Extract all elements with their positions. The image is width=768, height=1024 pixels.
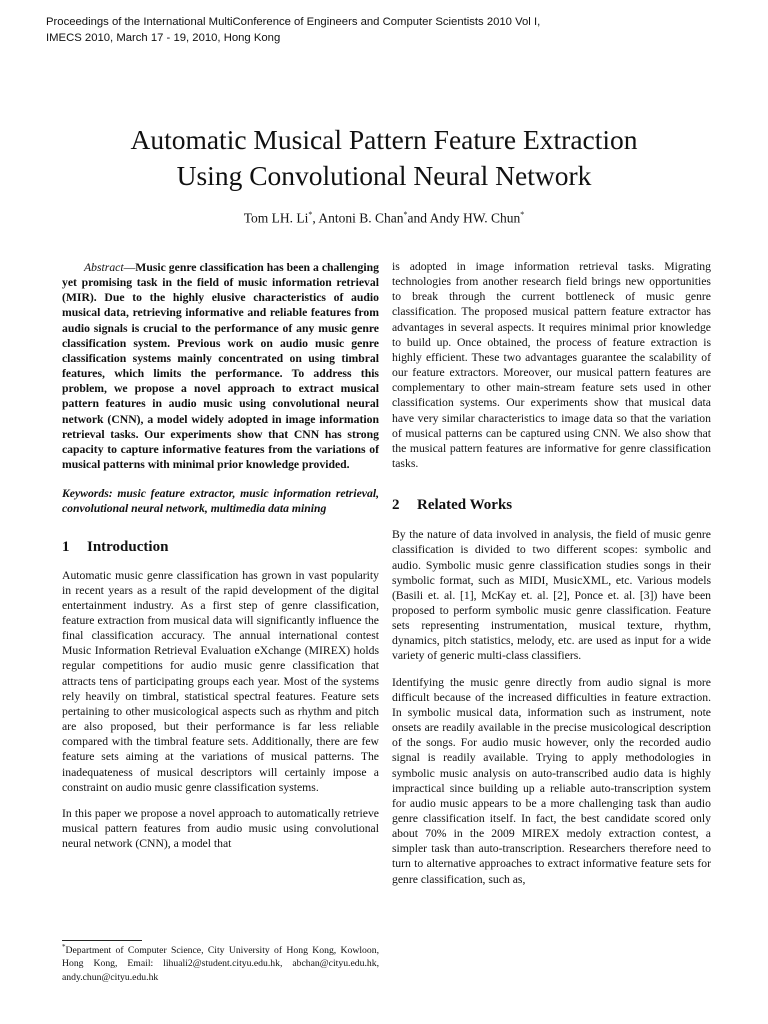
author-1: Tom LH. Li bbox=[243, 210, 309, 226]
title-line-2: Using Convolutional Neural Network bbox=[176, 160, 592, 191]
related-paragraph-1: By the nature of data involved in analysis, the field of music genre classification is divided to two different scopes: symbolic and audio. Symbolic music genre classification studies songs in their symbolic format, such as MIDI, MusicXML, etc. Various models (Basili et. al. [1], McKay et. al. [2], Ponce et. al. [3]) have been proposed to perform symbolic music genre classification. Feature sets representing instrumentation, musical texture, rhythm, dynamics, pitch statistics, melody, etc. are used as input for a wide variety of generic multi-class classifiers. bbox=[392, 528, 711, 663]
keywords: Keywords: music feature extractor, music information retrieval, convolutional neural network, multimedia data mining bbox=[62, 487, 379, 516]
section-2-number: 2 bbox=[392, 497, 400, 514]
author-list: Tom LH. Li*, Antoni B. Chan*and Andy HW. Chun* bbox=[243, 210, 525, 226]
abstract-text: Music genre classification has been a challenging yet promising task in the field of music information retrieval (MIR). Due to the highly elusive characteristics of audio musical data, retrieving informative and reliable features from audio signals is crucial to the performance of any music genre classification system. Previous work on audio music genre classification systems mainly concentrated on using timbral features, which limits the performance. To address this problem, we propose a novel approach to extract musical pattern features in audio music using convolutional neural network (CNN), a model widely adopted in image information retrieval tasks. Our experiments show that CNN has strong capacity to capture informative features from the variations of musical patterns with minimal prior knowledge provided. bbox=[62, 261, 379, 472]
section-1-heading bbox=[62, 537, 379, 557]
title-line-1: Automatic Musical Pattern Feature Extraction bbox=[130, 124, 638, 155]
section-2-heading bbox=[392, 495, 711, 515]
author-2-mark: * bbox=[403, 210, 408, 219]
intro-paragraph-2: In this paper we propose a novel approach to automatically retrieve musical pattern features from audio music using convolutional neural network (CNN), a model that bbox=[62, 806, 379, 851]
footnote-text: Department of Computer Science, City University of Hong Kong, Kowloon, Hong Kong, Email: lihuali2@student.cityu.edu.hk, abchan@cityu.edu.hk, andy.chun@cityu.edu.hk bbox=[62, 945, 379, 983]
page-header bbox=[46, 14, 540, 46]
author-2: Antoni B. Chan bbox=[318, 210, 404, 226]
author-3: and Andy HW. Chun bbox=[407, 210, 521, 226]
paper-title bbox=[0, 122, 768, 194]
section-1-title: Introduction bbox=[87, 538, 169, 555]
abstract-dash: — bbox=[123, 261, 136, 274]
author-3-mark: * bbox=[520, 210, 525, 219]
abstract bbox=[62, 260, 379, 472]
header-line-1: Proceedings of the International MultiConference of Engineers and Computer Scientists 2010 Vol I, bbox=[46, 16, 541, 28]
intro-paragraph-2-continued: is adopted in image information retrieval tasks. Migrating technologies from another research field brings new opportunities to break through the current bottleneck of music genre classification. The proposed musical pattern feature extractor has advantages in several aspects. It requires minimal prior knowledge to build up. Once obtained, the process of feature extraction is highly efficient. These two advantages guarantee the scalability of our feature extractors. Moreover, our musical pattern features are complementary to other main-stream feature sets used in other classification systems. Our experiments show that musical data have very similar characteristics to image data so that the variation of musical patterns can be captured using CNN. We also show that the musical pattern features are informative for genre classification tasks. bbox=[392, 260, 711, 471]
abstract-label: Abstract bbox=[84, 261, 124, 274]
right-column bbox=[392, 259, 711, 887]
intro-paragraph-1: Automatic music genre classification has grown in vast popularity in recent years as a result of the rapid development of the digital entertainment industry. As a first step of genre classification, feature extraction from musical data will significantly influence the final classification accuracy. The annual international contest Music Information Retrieval Evaluation eXchange (MIREX) holds regular competitions for audio music genre classification that attracts tens of participating groups each year. Most of the systems rely heavily on timbral, statistical spectral features. Feature sets pertaining to other musicological aspects such as rhythm and pitch are also proposed, but their performance is far less reliable compared with the timbral feature sets. Additionally, there are few feature sets aiming at the variations of musical patterns. The inadequateness of musical descriptors will certainly impose a constraint on audio music genre classification systems. bbox=[62, 568, 379, 794]
related-paragraph-2: Identifying the music genre directly from audio signal is more difficult because of the increased difficulties in feature extraction. In symbolic musical data, information such as instrument, note onsets are readily available in the precise musicological description of the songs. For audio music however, only the recorded audio signal is readily available. Trying to apply methodologies in symbolic music analysis on auto-transcribed audio data is highly impractical since building up a reliable auto-transcription system for audio music appears to be a more challenging task than audio genre classification itself. In fact, the best candidate scored only about 70% in the 2009 MIREX medoly extraction contest, a simpler task than auto-transcription. Researchers therefore need to turn to alternative approaches to extract informative feature sets for genre classification, such as, bbox=[392, 675, 711, 886]
author-1-mark: * bbox=[308, 210, 313, 219]
section-2-title: Related Works bbox=[417, 497, 513, 514]
footnote bbox=[62, 941, 379, 984]
section-1-number: 1 bbox=[62, 538, 70, 555]
footnote-mark: * bbox=[62, 943, 66, 951]
left-column bbox=[62, 260, 379, 851]
header-line-2: IMECS 2010, March 17 - 19, 2010, Hong Kong bbox=[46, 32, 281, 44]
